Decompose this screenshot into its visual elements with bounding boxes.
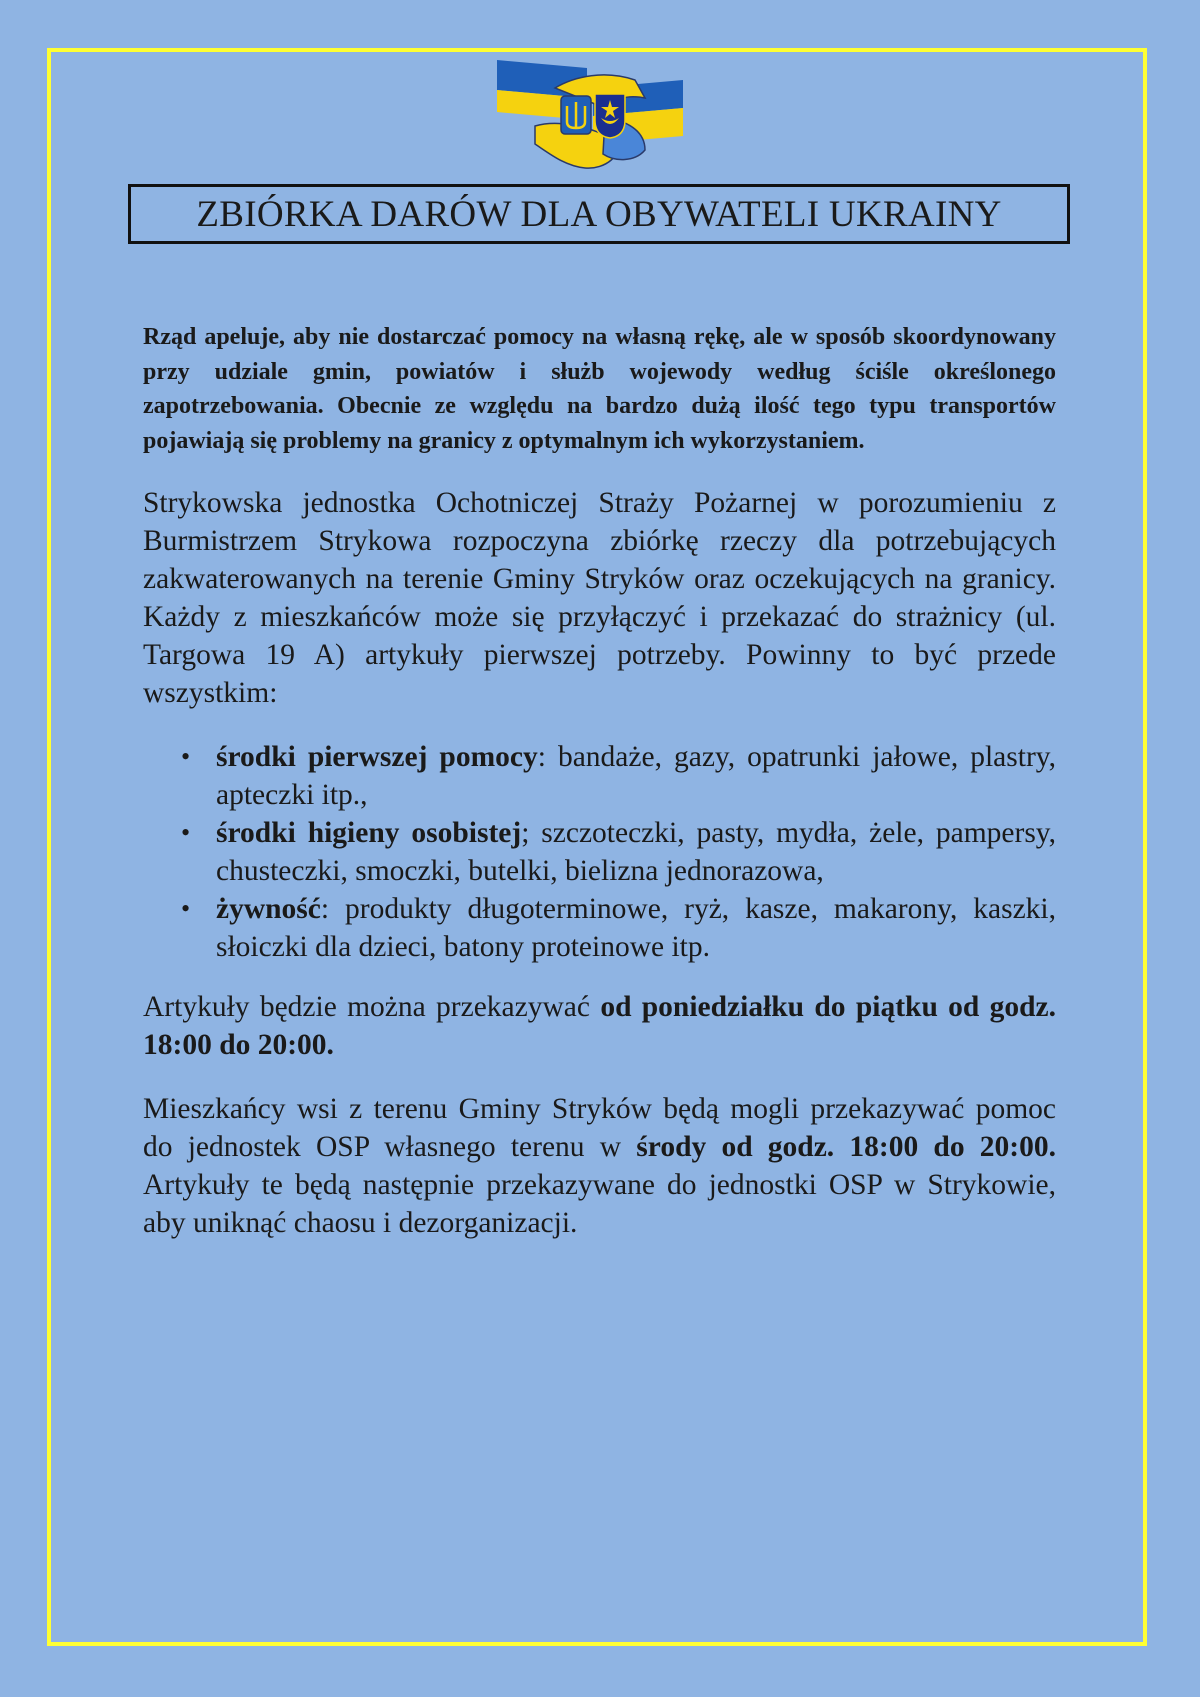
title-box [128, 184, 1070, 244]
schedule-prefix: Artykuły będzie można przekazywać [143, 991, 601, 1023]
list-item [143, 738, 1056, 814]
bullet-icon: • [181, 742, 191, 771]
villages-paragraph [143, 1090, 1056, 1242]
list-item [143, 814, 1056, 890]
villages-suffix: Artykuły te będą następnie przekazywane do jednostki OSP w Strykowie, aby uniknąć chaosu i dezorganizacji. [143, 1169, 1056, 1239]
schedule-paragraph [143, 988, 1056, 1064]
villages-hours: środy od godz. 18:00 do 20:00. [636, 1131, 1056, 1163]
bullet-icon: • [181, 894, 191, 923]
schedule-hours: od poniedziałku do piątku od godz. 18:00 do 20:00. [143, 991, 1056, 1061]
intro-paragraph: Strykowska jednostka Ochotniczej Straży Pożarnej w porozumieniu z Burmistrzem Strykowa rozpoczyna zbiórkę rzeczy dla potrzebujących zakwaterowanych na terenie Gminy Stryków oraz oczekujących na granicy. Każdy z mieszkańców może się przyłączyć i przekazać do strażnicy (ul. Targowa 19 A) artykuły pierwszej potrzeby. Powinny to być przede wszystkim: [143, 487, 1056, 709]
item-text: : produkty długoterminowe, ryż, kasze, makarony, kaszki, słoiczki dla dzieci, batony proteinowe itp. [216, 893, 1056, 963]
list-item [143, 890, 1056, 966]
bullet-icon: • [181, 818, 191, 847]
item-text: : bandaże, gazy, opatrunki jałowe, plastry, apteczki itp., [216, 741, 1056, 811]
appeal-paragraph: Rząd apeluje, aby nie dostarczać pomocy na własną rękę, ale w sposób skoordynowany przy udziale gmin, powiatów i służb wojewody według ściśle określonego zapotrzebowania. Obecnie ze względu na bardzo dużą ilość tego typu transportów pojawiają się problemy na granicy z optymalnym ich wykorzystaniem. [143, 324, 1056, 454]
content [143, 320, 1056, 1268]
items-list [143, 738, 1056, 966]
handshake-ukraine-strykow-emblem-icon [495, 58, 685, 176]
item-text: ; szczoteczki, pasty, mydła, żele, pampersy, chusteczki, smoczki, butelki, bielizna jednorazowa, [216, 817, 1057, 887]
item-label: środki higieny osobistej [216, 817, 522, 849]
item-label: żywność [216, 893, 321, 925]
villages-prefix: Mieszkańcy wsi z terenu Gminy Stryków będą mogli przekazywać pomoc do jednostek OSP własnego terenu w [143, 1093, 1056, 1163]
page-title: ZBIÓRKA DARÓW DLA OBYWATELI UKRAINY [196, 193, 1002, 235]
item-label: środki pierwszej pomocy [216, 741, 538, 773]
